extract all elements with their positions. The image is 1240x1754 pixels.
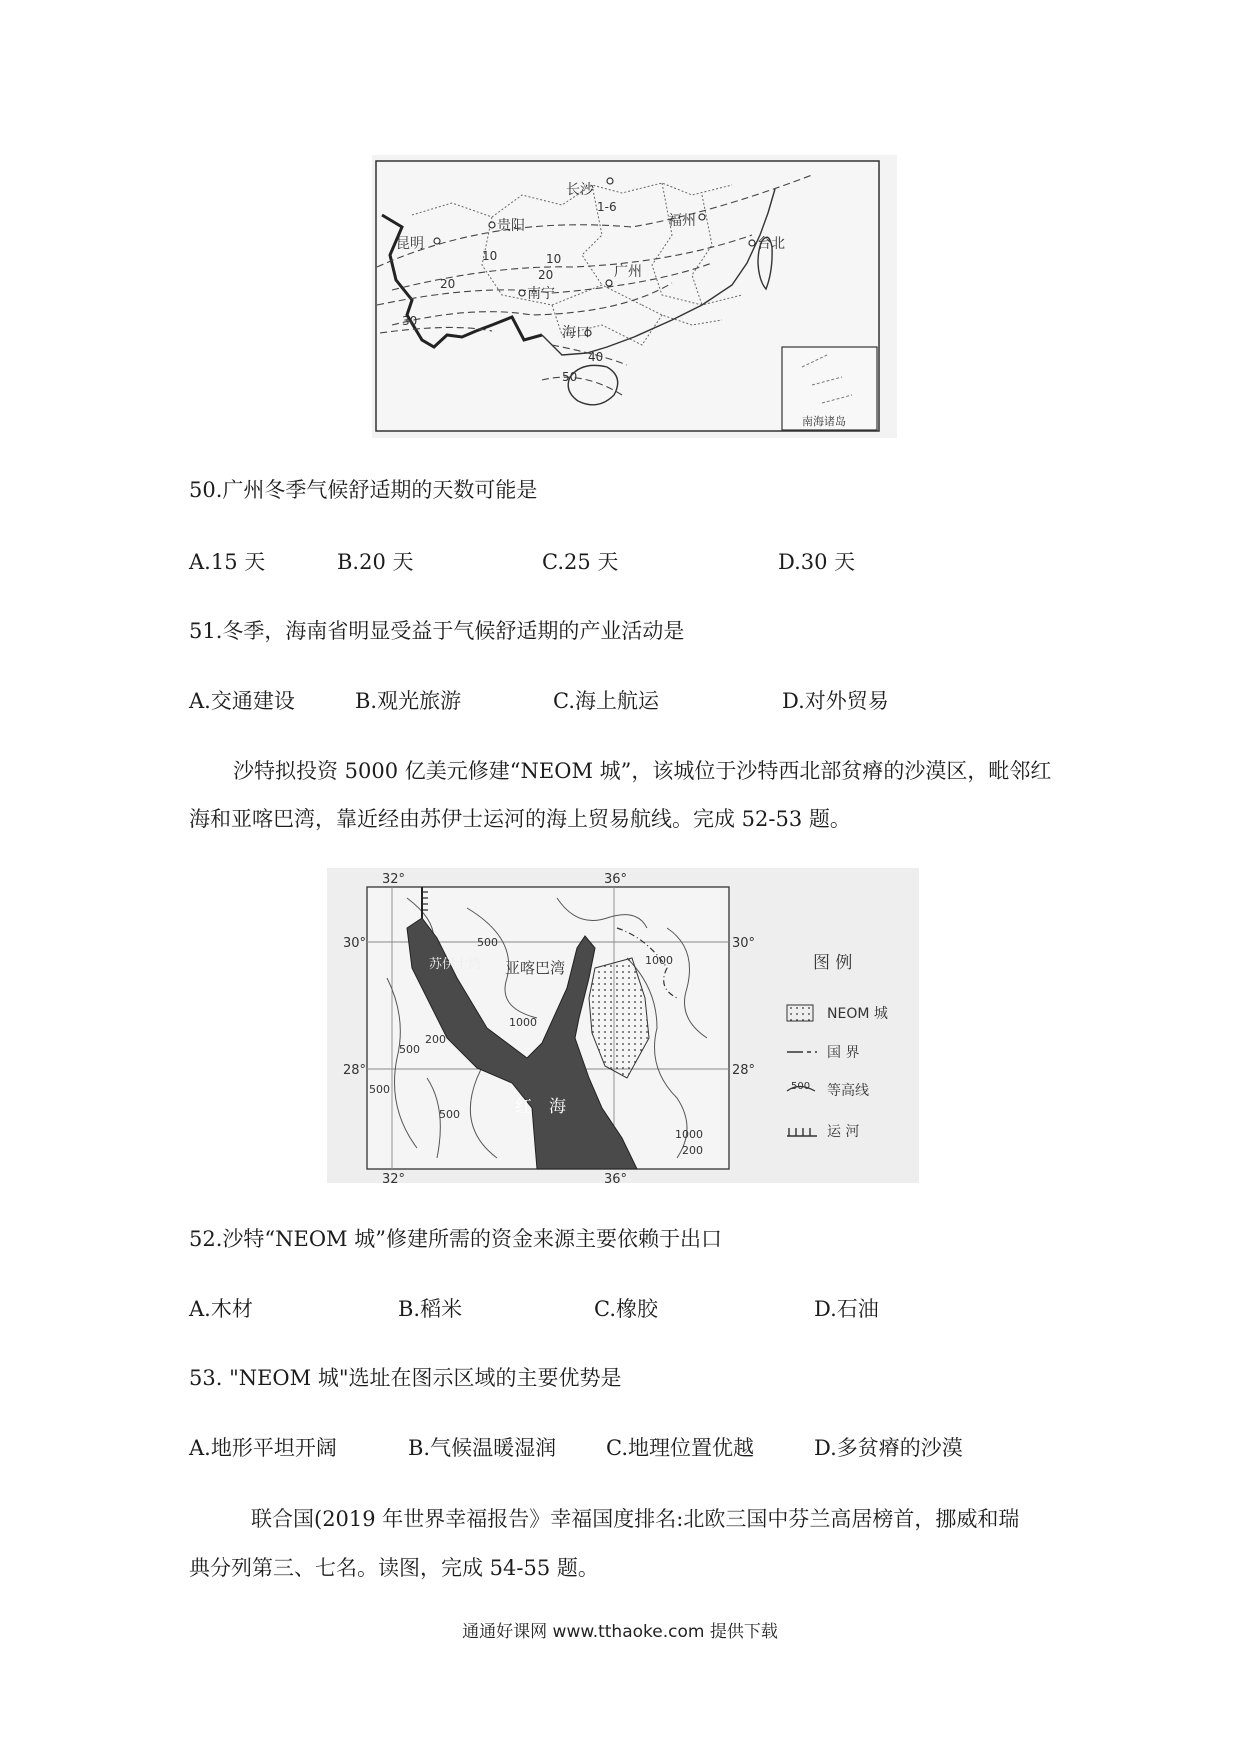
isoline-label: 20: [538, 268, 554, 282]
q52-option-a[interactable]: A.木材: [189, 1297, 253, 1321]
question-50-stem: 50.广州冬季气候舒适期的天数可能是: [189, 478, 538, 502]
lat-label-right-28: 28°: [732, 1063, 756, 1078]
contour-label: 1000: [645, 954, 673, 967]
q50-option-d[interactable]: D.30 天: [778, 550, 856, 574]
contour-label: 1000: [509, 1016, 537, 1029]
isoline-label: 30: [402, 314, 418, 328]
q51-option-a[interactable]: A.交通建设: [189, 689, 295, 713]
q51-option-b[interactable]: B.观光旅游: [355, 689, 462, 713]
legend-item-neom: NEOM 城: [827, 1006, 888, 1022]
city-label-taipei: 台北: [757, 236, 785, 252]
question-53-stem: 53. "NEOM 城"选址在图示区域的主要优势是: [189, 1366, 622, 1390]
q52-option-d[interactable]: D.石油: [814, 1297, 879, 1321]
legend-contour-sample: 500: [791, 1081, 811, 1092]
city-label-fuzhou: 福州: [668, 213, 696, 229]
q52-option-b[interactable]: B.稻米: [398, 1297, 463, 1321]
q50-option-a[interactable]: A.15 天: [189, 550, 266, 574]
page-footer: 通通好课网 www.tthaoke.com 提供下载: [462, 1622, 778, 1642]
city-label-haikou: 海口: [562, 325, 590, 341]
contour-label: 500: [477, 936, 498, 949]
isoline-label: 20: [440, 277, 456, 291]
isoline-label: 40: [588, 350, 604, 364]
contour-label: 500: [399, 1043, 420, 1056]
isoline-label: 10: [546, 252, 562, 266]
legend-swatch-neom: [787, 1005, 813, 1021]
q53-option-c[interactable]: C.地理位置优越: [606, 1436, 754, 1460]
lon-label-top-36: 36°: [604, 872, 628, 887]
lon-label-bottom-32: 32°: [382, 1172, 406, 1183]
question-52-stem: 52.沙特“NEOM 城”修建所需的资金来源主要依赖于出口: [189, 1227, 722, 1251]
south-china-map-graphic: [372, 155, 897, 438]
isoline-label: 50: [562, 370, 578, 384]
q51-option-d[interactable]: D.对外贸易: [782, 689, 889, 713]
lat-label-left-30: 30°: [343, 936, 367, 951]
passage-neom-line2: 海和亚喀巴湾，靠近经由苏伊士运河的海上贸易航线。完成 52-53 题。: [189, 807, 851, 831]
question-51-stem: 51.冬季，海南省明显受益于气候舒适期的产业活动是: [189, 619, 685, 643]
lon-label-bottom-36: 36°: [604, 1172, 628, 1183]
city-label-nanning: 南宁: [527, 286, 555, 302]
place-label-red: 红: [515, 1097, 532, 1117]
passage-happiness-line2: 典分列第三、七名。读图，完成 54-55 题。: [189, 1556, 599, 1580]
lat-label-right-30: 30°: [732, 936, 756, 951]
inset-label: 南海诸岛: [802, 415, 846, 428]
city-label-guiyang: 贵阳: [497, 218, 525, 234]
city-label-changsha: 长沙: [566, 182, 594, 198]
contour-label: 500: [369, 1083, 390, 1096]
place-label-sea: 海: [549, 1097, 566, 1117]
q50-option-c[interactable]: C.25 天: [542, 550, 619, 574]
legend-item-canal: 运 河: [827, 1124, 860, 1140]
city-label-guangzhou: 广州: [614, 264, 642, 280]
legend-title: 图 例: [813, 953, 853, 973]
isoline-label: 10: [482, 249, 498, 263]
contour-label: 1000: [675, 1128, 703, 1141]
lat-label-left-28: 28°: [343, 1063, 367, 1078]
place-label-gulf-suez: 苏伊士湾: [429, 957, 482, 972]
passage-happiness-line1: 联合国(2019 年世界幸福报告》幸福国度排名:北欧三国中芬兰高居榜首，挪威和瑞: [251, 1507, 1020, 1531]
q52-option-c[interactable]: C.橡胶: [594, 1297, 658, 1321]
legend-item-contour: 等高线: [827, 1083, 869, 1099]
neom-map: [327, 868, 919, 1183]
south-china-map: [372, 155, 897, 438]
neom-map-graphic: [327, 868, 919, 1183]
q51-option-c[interactable]: C.海上航运: [553, 689, 659, 713]
q50-option-b[interactable]: B.20 天: [337, 550, 414, 574]
lon-label-top-32: 32°: [382, 872, 406, 887]
legend-item-border: 国 界: [827, 1045, 860, 1061]
contour-label: 200: [425, 1033, 446, 1046]
passage-neom-line1: 沙特拟投资 5000 亿美元修建“NEOM 城”，该城位于沙特西北部贫瘠的沙漠区，毗邻红: [233, 759, 1052, 783]
place-label-gulf-aqaba: 亚喀巴湾: [505, 959, 566, 977]
isoline-label: 1-6: [597, 200, 617, 214]
contour-label: 200: [682, 1144, 703, 1157]
q53-option-b[interactable]: B.气候温暖湿润: [408, 1436, 557, 1460]
q53-option-d[interactable]: D.多贫瘠的沙漠: [814, 1436, 963, 1460]
city-label-kunming: 昆明: [396, 236, 424, 252]
contour-label: 500: [439, 1108, 460, 1121]
q53-option-a[interactable]: A.地形平坦开阔: [189, 1436, 337, 1460]
